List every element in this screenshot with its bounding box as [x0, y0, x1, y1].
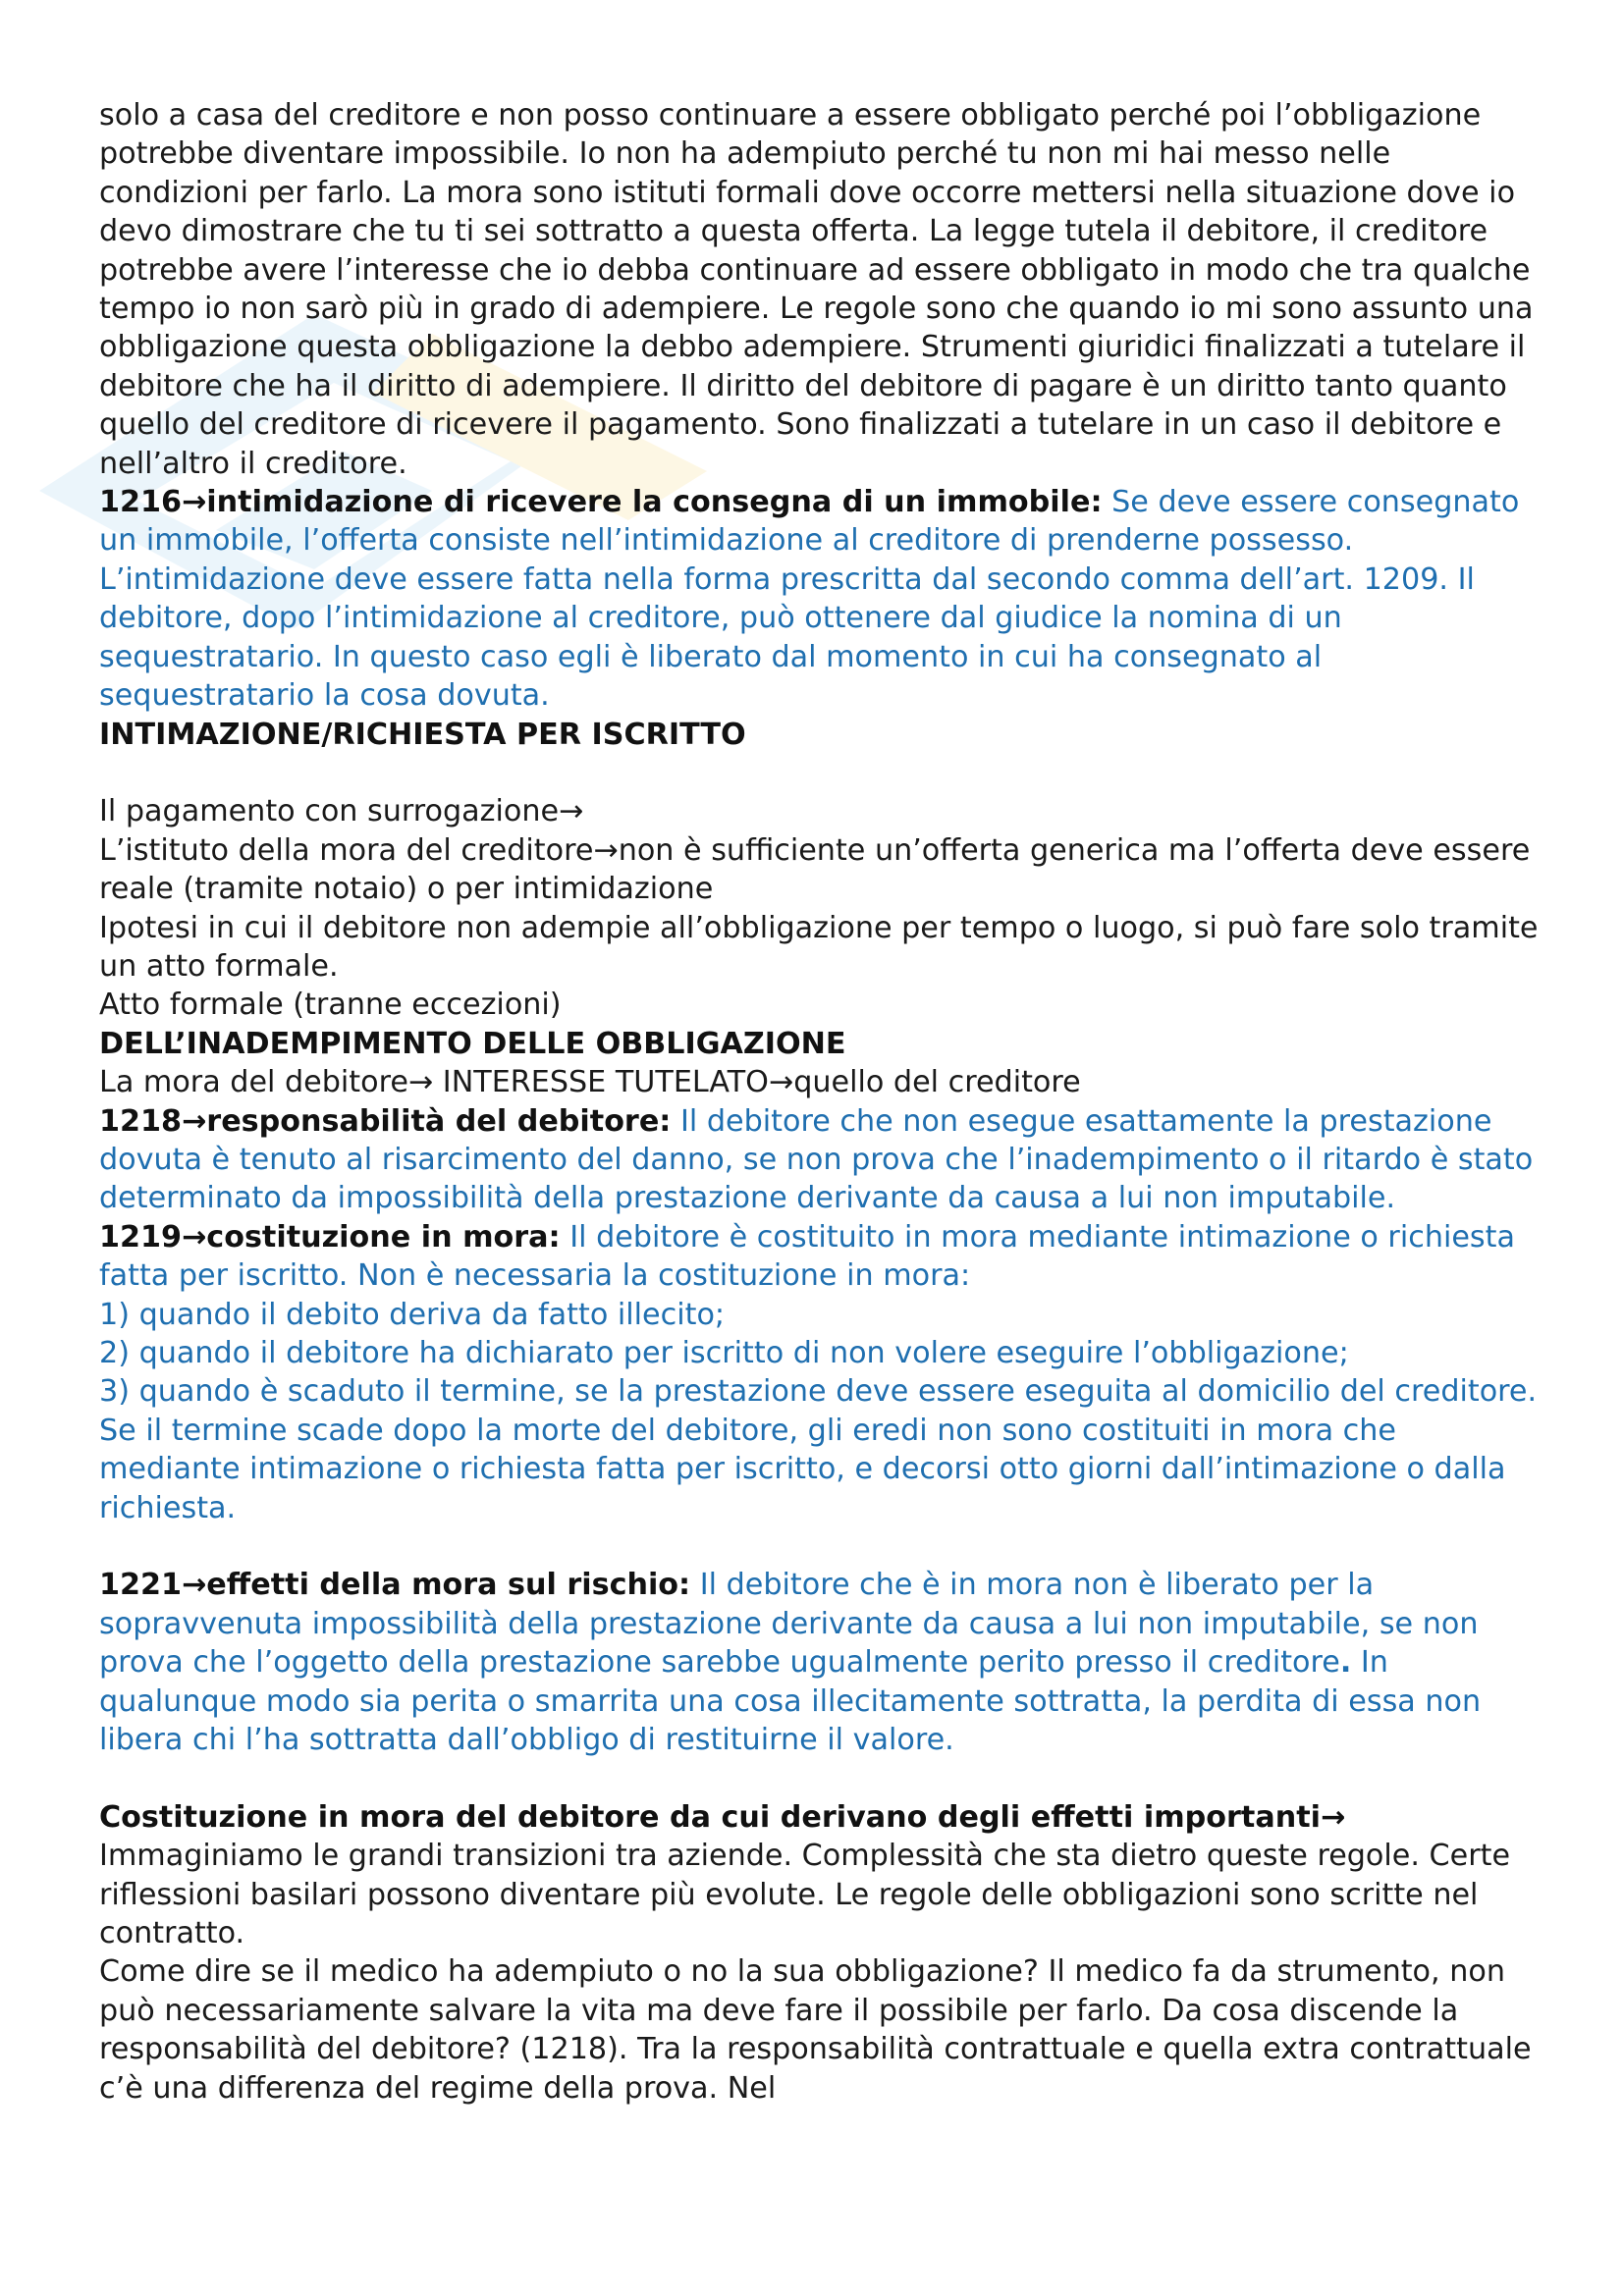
article-1221-text: Il debitore che è in mora non è liberato per la sopravvenuta impossibilità della prestazione derivante da causa a lui non imputabile, se non prova che l’oggetto della prestazione sarebbe ugualmente perito presso il creditore [99, 1568, 1479, 1681]
article-1221 [99, 1566, 1542, 1759]
blank-line [99, 1759, 1542, 1797]
blank-line [99, 1527, 1542, 1566]
article-1216-heading: 1216→intimidazione di ricevere la consegna di un immobile: [99, 485, 1103, 520]
pagamento-surrogazione: Il pagamento con surrogazione→ [99, 794, 584, 829]
article-1218 [99, 1102, 1542, 1218]
article-1219-text: Il debitore è costituito in mora mediante intimazione o richiesta fatta per iscritto. Non è necessaria la costituzione in mora: [99, 1219, 1515, 1294]
article-1221-dot: . [1339, 1645, 1352, 1681]
heading-intimazione: INTIMAZIONE/RICHIESTA PER ISCRITTO [99, 717, 746, 752]
article-1218-text: Il debitore che non esegue esattamente la prestazione dovuta è tenuto al risarcimento del danno, se non prova che l’inadempimento o il ritardo è stato determinato da impossibilità della prestazione derivante da causa a lui non imputabile. [99, 1103, 1534, 1216]
heading-costituzione: Costituzione in mora del debitore da cui derivano degli effetti importanti→ [99, 1799, 1346, 1835]
mora-creditore: L’istituto della mora del creditore→non è sufficiente un’offerta generica ma l’offerta deve essere reale (tramite notaio) o per intimidazione [99, 832, 1531, 907]
article-1219-heading: 1219→costituzione in mora: [99, 1219, 561, 1255]
mora-debitore: La mora del debitore→ INTERESSE TUTELATO→quello del creditore [99, 1065, 1081, 1100]
article-1216 [99, 483, 1542, 715]
heading-inadempimento: DELL’INADEMPIMENTO DELLE OBBLIGAZIONE [99, 1026, 846, 1061]
paragraph-aziende: Immaginiamo le grandi transizioni tra aziende. Complessità che sta dietro queste regole. Certe riflessioni basilari possono diventare più evolute. Le regole delle obbligazioni sono scritte nel contratto. [99, 1839, 1511, 1951]
atto-formale: Atto formale (tranne eccezioni) [99, 988, 562, 1023]
article-1219-item: 1) quando il debito deriva da fatto illecito; [99, 1297, 726, 1332]
article-1219-item: 3) quando è scaduto il termine, se la prestazione deve essere eseguita al domicilio del creditore. Se il termine scade dopo la morte del debitore, gli eredi non sono costituiti in mora che mediante intimazione o richiesta fatta per iscritto, e decorsi otto giorni dall’intimazione o dalla richiesta. [99, 1374, 1538, 1525]
paragraph-medico: Come dire se il medico ha adempiuto o no la sua obbligazione? Il medico fa da strumento, non può necessariamente salvare la vita ma deve fare il possibile per farlo. Da cosa discende la responsabilità del debitore? (1218). Tra la responsabilità contrattuale e quella extra contrattuale c’è una differenza del regime della prova. Nel [99, 1954, 1532, 2106]
article-1219 [99, 1218, 1542, 1296]
document-body [99, 96, 1542, 2108]
article-1218-heading: 1218→responsabilità del debitore: [99, 1103, 672, 1139]
blank-line [99, 754, 1542, 792]
ipotesi-paragraph: Ipotesi in cui il debitore non adempie all’obbligazione per tempo o luogo, si può fare solo tramite un atto formale. [99, 910, 1539, 984]
article-1216-text: Se deve essere consegnato un immobile, l’offerta consiste nell’intimidazione al creditore di prenderne possesso. L’intimidazione deve essere fatta nella forma prescritta dal secondo comma dell’art. 1209. Il debitore, dopo l’intimidazione al creditore, può ottenere dal giudice la nomina di un sequestratario. In questo caso egli è liberato dal momento in cui ha consegnato al sequestratario la cosa dovuta. [99, 485, 1520, 714]
intro-paragraph: solo a casa del creditore e non posso continuare a essere obbligato perché poi l’obbligazione potrebbe diventare impossibile. Io non ha adempiuto perché tu non mi hai messo nelle condizioni per farlo. La mora sono istituti formali dove occorre mettersi nella situazione dove io devo dimostrare che tu ti sei sottratto a questa offerta. La legge tutela il debitore, il creditore potrebbe avere l’interesse che io debba continuare ad essere obbligato in modo che tra qualche tempo io non sarò più in grado di adempiere. Le regole sono che quando io mi sono assunto una obbligazione questa obbligazione la debbo adempiere. Strumenti giuridici finalizzati a tutelare il debitore che ha il diritto di adempiere. Il diritto del debitore di pagare è un diritto tanto quanto quello del creditore di ricevere il pagamento. Sono finalizzati a tutelare in un caso il debitore e nell’altro il creditore. [99, 98, 1534, 481]
article-1219-item: 2) quando il debitore ha dichiarato per iscritto di non volere eseguire l’obbligazione; [99, 1335, 1349, 1370]
article-1221-heading: 1221→effetti della mora sul rischio: [99, 1568, 691, 1603]
article-1221-text-continued: In qualunque modo sia perita o smarrita una cosa illecitamente sottratta, la perdita di essa non libera chi l’ha sottratta dall’obbligo di restituirne il valore. [99, 1645, 1482, 1758]
